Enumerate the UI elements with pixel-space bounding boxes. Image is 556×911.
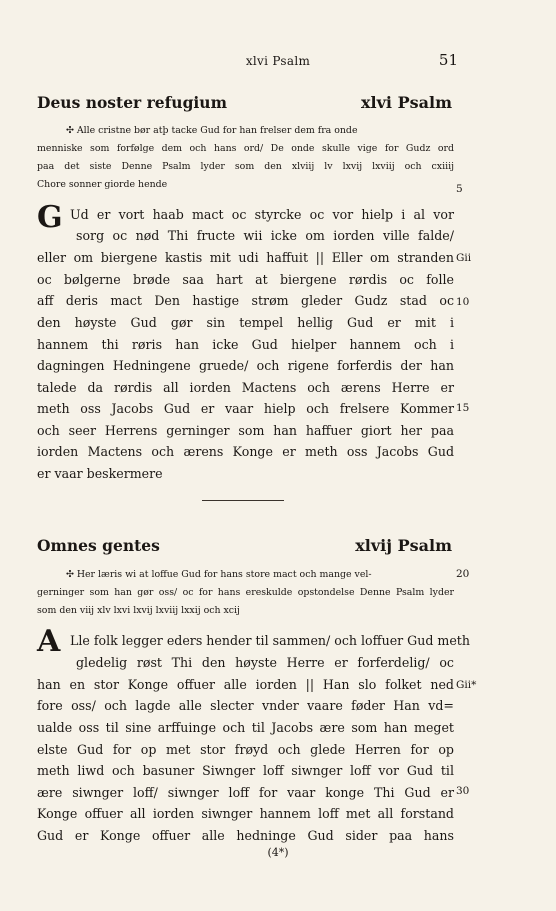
psalm47-label: xlvij Psalm: [355, 536, 452, 555]
psalm47-text-line: Lle folk legger eders hender til sammen/ och loffuer Gud meth: [70, 633, 470, 648]
line-number-marker: 20: [456, 568, 470, 580]
psalm46-text-line: iorden Mactens och ærens Konge er meth oss Jacobs Gud: [37, 444, 454, 459]
psalm47-text-line: Konge offuer all iorden siwnger hannem loff met all forstand: [37, 806, 454, 821]
psalm46-text-line: aff deris mact Den hastige strøm gleder Gudz stad oc: [37, 293, 454, 308]
psalm47-text-line: ære siwnger loff/ siwnger loff for vaar konge Thi Gud er: [37, 785, 454, 800]
psalm47-text-line: fore oss/ och lagde alle slecter vnder vaare føder Han vd=: [37, 698, 454, 713]
psalm47-argument-line: som den viij xlv lxvi lxvij lxviij lxxij och xcij: [37, 605, 240, 616]
line-number-marker: 15: [456, 402, 470, 414]
psalm46-argument-line: ✣ Alle cristne bør atþ tacke Gud for han frelser dem fra onde: [66, 125, 358, 136]
psalm47-drop-cap: A: [37, 624, 61, 659]
psalm46-text-line: den høyste Gud gør sin tempel hellig Gud er mit i: [37, 315, 454, 330]
psalm47-text-line: han en stor Konge offuer alle iorden || Han slo folket ned: [37, 677, 454, 692]
page-number: 51: [438, 51, 458, 69]
psalm47-argument-line: gerninger som han gør oss/ oc for hans ereskulde opstondelse Denne Psalm lyder: [37, 587, 454, 598]
psalm47-text-line: elste Gud for op met stor frøyd och glede Herren for op: [37, 742, 454, 757]
running-head: xlvi Psalm: [245, 54, 311, 68]
psalm46-argument-line: Chore sonner giorde hende: [37, 179, 168, 190]
psalm47-text-line: gledelig røst Thi den høyste Herre er forferdelig/ oc: [76, 655, 454, 670]
psalm46-text-line: dagningen Hedningene gruede/ och rigene forferdis der han: [37, 358, 454, 373]
psalm46-incipit: Deus noster refugium: [37, 93, 227, 112]
line-number-marker: 5: [456, 183, 463, 195]
psalm47-text-line: ualde oss til sine arffuinge och til Jacobs ære som han meget: [37, 720, 454, 735]
psalm46-text-line: och seer Herrens gerninger som han haffuer giort her paa: [37, 423, 454, 438]
psalm47-argument-line: ✣ Her læris wi at loffue Gud for hans store mact och mange vel-: [66, 569, 372, 580]
psalm46-text-line: er vaar beskermere: [37, 466, 163, 481]
psalm46-text-line: eller om biergene kastis mit udi haffuit || Eller om stranden: [37, 250, 454, 265]
line-number-marker: 30: [456, 785, 470, 797]
section-divider: [202, 500, 284, 501]
psalm46-argument-line: paa det siste Denne Psalm lyder som den xlviij lv lxvij lxviij och cxiiij: [37, 161, 454, 172]
psalm47-incipit: Omnes gentes: [37, 536, 160, 555]
psalm46-label: xlvi Psalm: [361, 93, 452, 112]
psalm47-text-line: Gud er Konge offuer alle hedninge Gud sider paa hans: [37, 828, 454, 843]
line-number-marker: 10: [456, 296, 470, 308]
psalm46-text-line: sorg oc nød Thi fructe wii icke om iorden ville falde/: [76, 228, 454, 243]
psalm46-text-line: meth oss Jacobs Gud er vaar hielp och frelsere Kommer: [37, 401, 454, 416]
psalm46-argument-line: menniske som forfølge dem och hans ord/ De onde skulle vige for Gudz ord: [37, 143, 454, 154]
psalm46-text-line: Ud er vort haab mact oc styrcke oc vor hielp i al vor: [70, 207, 454, 222]
psalm46-text-line: oc bølgerne brøde saa hart at biergene rørdis oc folle: [37, 272, 454, 287]
signature-marker: Gii*: [456, 679, 477, 691]
printer-signature-mark: (4*): [267, 846, 289, 859]
psalm46-drop-cap: G: [37, 200, 63, 235]
psalm47-text-line: meth liwd och basuner Siwnger loff siwnger loff vor Gud til: [37, 763, 454, 778]
psalm46-text-line: talede da rørdis all iorden Mactens och ærens Herre er: [37, 380, 454, 395]
psalm46-text-line: hannem thi røris han icke Gud hielper hannem och i: [37, 337, 454, 352]
signature-marker: Gii: [456, 252, 472, 264]
